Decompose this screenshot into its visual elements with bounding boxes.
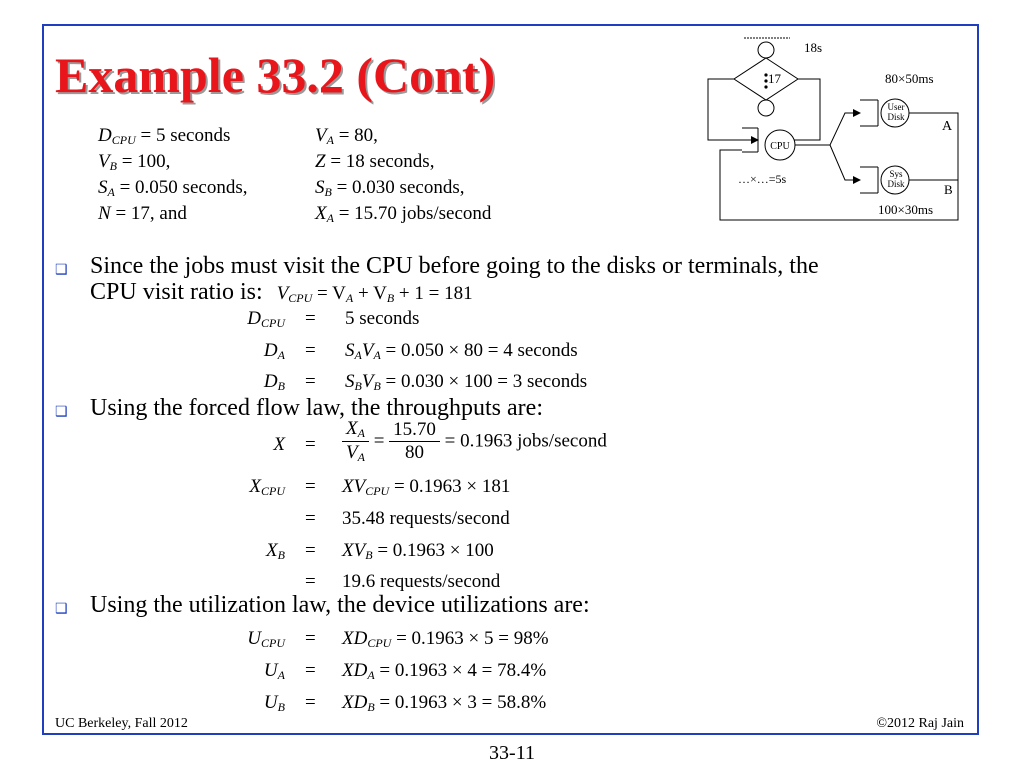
cpu-label: CPU [770, 141, 790, 152]
eq-xb-lhs: $X_B$ [266, 540, 285, 562]
slide-title: Example 33.2 (Cont) [55, 47, 496, 103]
bullet-marker-2: ❑ [55, 405, 68, 420]
page-number: 33-11 [489, 742, 535, 764]
label-a: A [942, 119, 953, 134]
param-xa: $X_A = 15.70$ jobs/second [315, 203, 492, 225]
eq-dcpu-rhs: 5 seconds [345, 308, 420, 329]
eq-ub-lhs: $U_B$ [263, 692, 285, 714]
user-disk-label-1: User [887, 102, 905, 112]
eq-da-lhs: $D_A$ [263, 340, 285, 362]
fraction-values: $\frac{15.70}{80}$ [389, 419, 440, 464]
terminals-count-label: 17 [768, 71, 781, 86]
bullet-marker-3: ❑ [55, 602, 68, 617]
eq-xcpu-lhs: $X_{CPU}$ [249, 476, 285, 498]
eq-xcpu-cont-sign: = [305, 508, 316, 529]
user-disk-time-label: 80×50ms [885, 71, 934, 86]
eq-xb-cont: 19.6 requests/second [342, 571, 501, 592]
bullet-text-1b: CPU visit ratio is: $V_{CPU} = V_A + V_B + 1 = 181$ [90, 279, 473, 305]
eq-da-sign: = [305, 340, 316, 361]
eq-ucpu-lhs: $U_{CPU}$ [247, 628, 285, 650]
eq-ua-lhs: $U_A$ [263, 660, 285, 682]
eq-ucpu-sign: = [305, 628, 316, 649]
eq-x-sign: = [305, 434, 316, 455]
sys-disk-label-2: Disk [887, 179, 905, 189]
eq-xcpu-rhs: $XV_{CPU} = 0.1963 \times 181$ [342, 476, 511, 498]
eq-ua-rhs: $XD_A = 0.1963 \times 4 = 78.4\%$ [342, 660, 547, 682]
think-time-label: 18s [804, 40, 823, 55]
eq-x-lhs: X [273, 434, 285, 455]
eq-ua-sign: = [305, 660, 316, 681]
label-b: B [944, 182, 953, 197]
sys-disk-time-label: 100×30ms [878, 202, 934, 217]
eq-db-sign: = [305, 371, 316, 392]
bullet-text-3: Using the utilization law, the device utilizations are: [90, 592, 590, 618]
param-sa: $S_A = 0.050$ seconds, [98, 177, 248, 199]
eq-x-rhs: $\frac{X_A}{V_A}$ = $\frac{15.70}{80}$ = 0.1963 jobs/second [342, 418, 607, 465]
queueing-network-diagram [700, 30, 970, 230]
fraction-xa-va: $\frac{X_A}{V_A}$ [342, 418, 369, 465]
param-dcpu: $D_{CPU} = 5$ seconds [98, 125, 231, 147]
bullet-text-2: Using the forced flow law, the throughputs are: [90, 395, 543, 421]
bullet-text-1: Since the jobs must visit the CPU before going to the disks or terminals, the [90, 253, 819, 279]
terminal-circle-top [758, 42, 774, 58]
bullet-marker-1: ❑ [55, 263, 68, 278]
eq-ucpu-rhs: $XD_{CPU} = 0.1963 \times 5 = 98\%$ [342, 628, 549, 650]
eq-dcpu-lhs: $D_{CPU}$ [247, 308, 285, 330]
user-disk-label-2: Disk [887, 112, 905, 122]
eq-xb-cont-sign: = [305, 571, 316, 592]
eq-db-lhs: $D_B$ [263, 371, 285, 393]
param-z: Z = 18 seconds, [315, 151, 435, 172]
param-vb: $V_B = 100$, [98, 151, 171, 173]
footer-course: UC Berkeley, Fall 2012 [55, 716, 188, 731]
param-va: $V_A = 80$, [315, 125, 378, 147]
eq-xcpu-sign: = [305, 476, 316, 497]
param-n: N = 17, and [98, 203, 187, 224]
footer-copyright: ©2012 Raj Jain [876, 716, 964, 731]
terminals-diamond [734, 58, 798, 100]
sys-disk-label-1: Sys [889, 169, 903, 179]
eq-ub-rhs: $XD_B = 0.1963 \times 3 = 58.8\%$ [342, 692, 547, 714]
cpu-time-label: …×…=5s [738, 172, 787, 186]
eq-dcpu-sign: = [305, 308, 316, 329]
terminal-circle-bottom [758, 100, 774, 116]
eq-da-rhs: $S_AV_A = 0.050 \times 80 = 4$ seconds [345, 340, 578, 362]
eq-xb-rhs: $XV_B = 0.1963 \times 100$ [342, 540, 494, 562]
eq-ub-sign: = [305, 692, 316, 713]
eq-xcpu-cont: 35.48 requests/second [342, 508, 510, 529]
param-sb: $S_B = 0.030$ seconds, [315, 177, 465, 199]
eq-xb-sign: = [305, 540, 316, 561]
eq-db-rhs: $S_BV_B = 0.030 \times 100 = 3$ seconds [345, 371, 588, 393]
